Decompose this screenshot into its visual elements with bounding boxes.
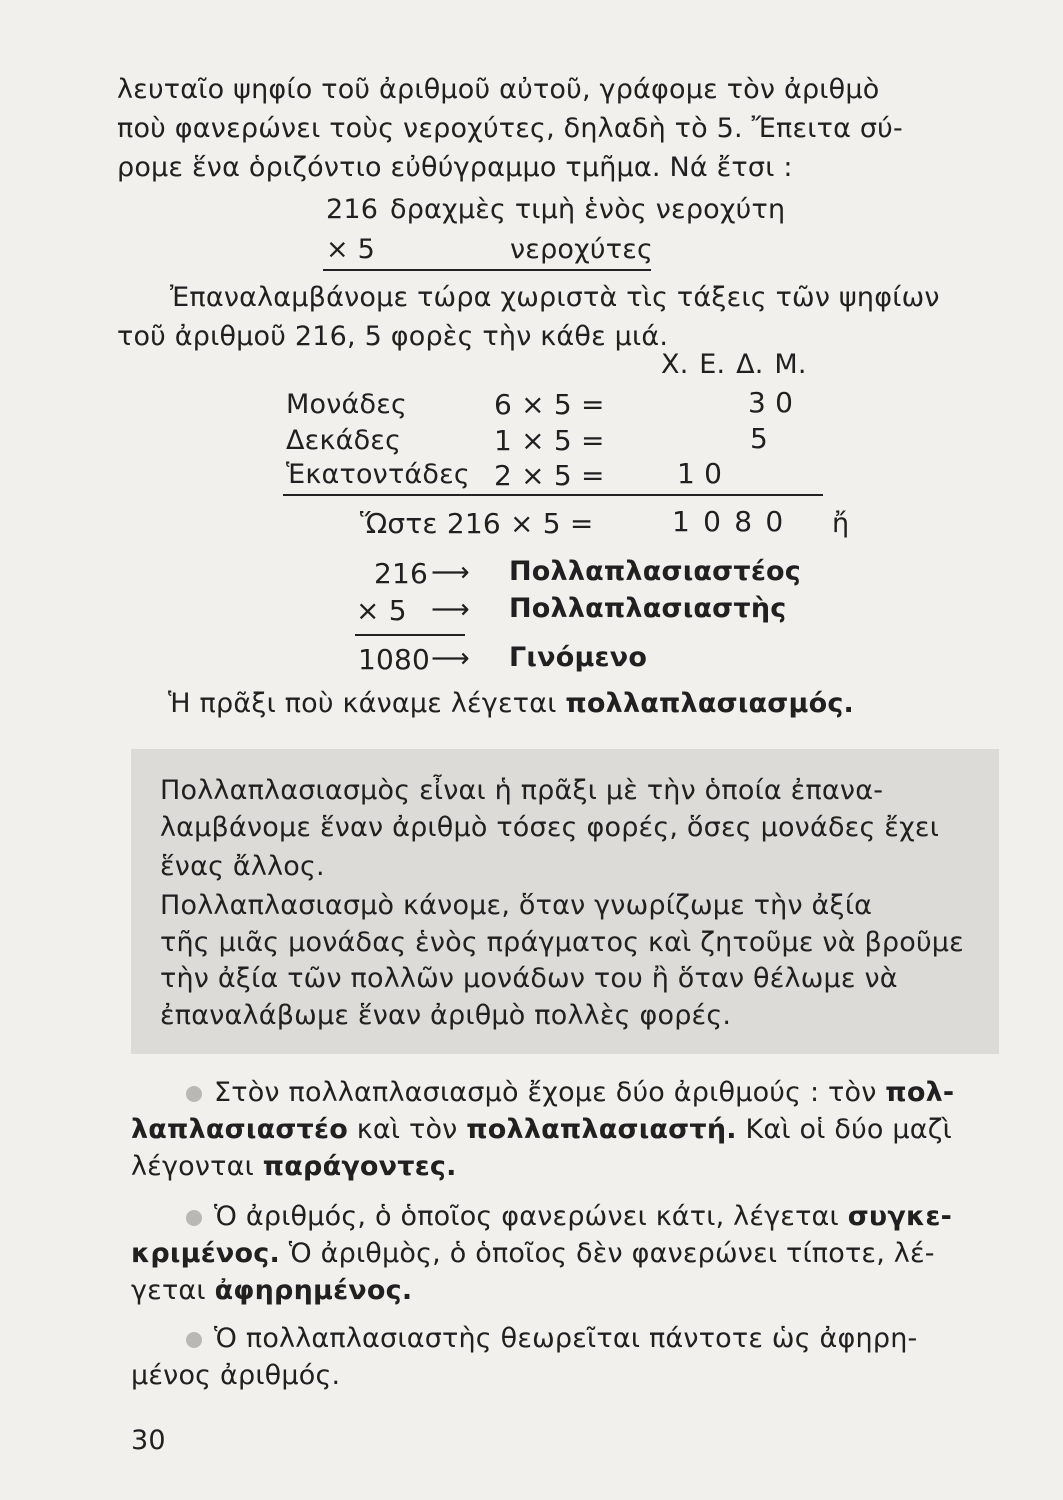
definition-p2-line-1: Πολλαπλασιασμὸ κάνομε, ὅταν γνωρίζωμε τὴν ἀξία bbox=[160, 890, 873, 921]
definition-p2-line-3: τὴν ἀξία τῶν πολλῶν μονάδων του ἢ ὅταν θέλωμε νὰ bbox=[160, 963, 898, 994]
definition-p2-line-4: ἐπαναλάβωμε ἕναν ἀριθμὸ πολλὲς φορές. bbox=[160, 1000, 732, 1031]
definition-p1-line-3: ἕνας ἄλλος. bbox=[160, 851, 325, 882]
note-2-line-3: γεται ἀφηρημένος. bbox=[131, 1275, 413, 1306]
partial-op-units: 6 × 5 = bbox=[494, 388, 605, 421]
partial-label-tens: Δεκάδες bbox=[286, 425, 402, 456]
place-value-header: Χ. Ε. Δ. Μ. bbox=[661, 349, 807, 380]
intro-line-1: λευταῖο ψηφίο τοῦ ἀριθμοῦ αὐτοῦ, γράφομε τὸν ἀριθμὸ bbox=[117, 74, 880, 105]
note-3-line-2: μένος ἀριθμός. bbox=[131, 1360, 341, 1391]
partial-op-hundreds: 2 × 5 = bbox=[494, 459, 605, 492]
definition-p1-line-2: λαμβάνομε ἕναν ἀριθμὸ τόσες φορές, ὅσες μονάδες ἔχει bbox=[160, 812, 940, 843]
total-suffix: ἤ bbox=[832, 508, 850, 539]
repeat-line-2: τοῦ ἀριθμοῦ 216, 5 φορὲς τὴν κάθε μιά. bbox=[117, 321, 669, 352]
setup-multiplier: × 5 bbox=[326, 234, 375, 265]
partial-result-hundreds: 1 0 bbox=[677, 457, 723, 490]
terms-rule bbox=[355, 634, 465, 636]
partials-rule bbox=[283, 494, 823, 496]
note-2-line-1: Ὁ ἀριθμός, ὁ ὁποῖος φανερώνει κάτι, λέγεται συγκε- bbox=[186, 1201, 952, 1232]
partial-label-units: Μονάδες bbox=[286, 389, 408, 420]
repeat-line-1: Ἐπαναλαμβάνομε τώρα χωριστὰ τὶς τάξεις τῶν ψηφίων bbox=[170, 282, 940, 313]
definition-p1-line-1: Πολλαπλασιασμὸς εἶναι ἡ πρᾶξι μὲ τὴν ὁποία ἐπανα- bbox=[160, 775, 884, 806]
page-number: 30 bbox=[131, 1425, 166, 1456]
operation-text: Ἡ πρᾶξι ποὺ κάναμε λέγεται bbox=[168, 688, 557, 719]
partial-result-units: 3 0 bbox=[748, 386, 794, 419]
setup-text-sinks: νεροχύτες bbox=[510, 234, 654, 265]
partial-label-hundreds: Ἑκατοντάδες bbox=[286, 459, 470, 490]
setup-number-216: 216 bbox=[326, 194, 379, 225]
note-1-line-1: Στὸν πολλαπλασιασμὸ ἔχομε δύο ἀριθμούς : τὸν πολ- bbox=[186, 1077, 954, 1108]
note-1-line-2: λαπλασιαστέο καὶ τὸν πολλαπλασιαστή. Καὶ οἱ δύο μαζὶ bbox=[131, 1114, 953, 1145]
term-name-product: Γινόμενο bbox=[509, 642, 648, 673]
bullet-icon bbox=[186, 1210, 202, 1226]
operation-term: πολλαπλασιασμός. bbox=[565, 688, 854, 719]
term-name-multiplicand: Πολλαπλασιαστέος bbox=[509, 556, 801, 587]
setup-rule bbox=[323, 269, 651, 271]
total-label: Ὥστε 216 × 5 = bbox=[360, 507, 594, 540]
bullet-icon bbox=[186, 1332, 202, 1348]
note-2-line-2: κριμένος. Ὁ ἀριθμὸς, ὁ ὁποῖος δὲν φανερώνει τίποτε, λέ- bbox=[131, 1238, 935, 1269]
note-3-line-1: Ὁ πολλαπλασιαστὴς θεωρεῖται πάντοτε ὡς ἀφηρη- bbox=[186, 1323, 917, 1354]
note-1-line-3: λέγονται παράγοντες. bbox=[131, 1151, 457, 1182]
arrow-icon: ⟶ bbox=[431, 557, 470, 588]
bullet-icon bbox=[186, 1086, 202, 1102]
intro-line-2: ποὺ φανερώνει τοὺς νεροχύτες, δηλαδὴ τὸ 5. Ἔπειτα σύ- bbox=[117, 113, 903, 144]
term-name-multiplier: Πολλαπλασιαστὴς bbox=[509, 593, 787, 624]
arrow-icon: ⟶ bbox=[431, 643, 470, 674]
term-number-multiplicand: 216 bbox=[374, 557, 429, 590]
arrow-icon: ⟶ bbox=[431, 594, 470, 625]
term-number-product: 1080 bbox=[358, 643, 431, 676]
operation-sentence bbox=[168, 688, 854, 719]
setup-text-price: δραχμὲς τιμὴ ἑνὸς νεροχύτη bbox=[390, 194, 786, 225]
partial-op-tens: 1 × 5 = bbox=[494, 424, 605, 457]
definition-p2-line-2: τῆς μιᾶς μονάδας ἑνὸς πράγματος καὶ ζητοῦμε νὰ βροῦμε bbox=[160, 927, 964, 958]
total-result: 1 0 8 0 bbox=[672, 505, 784, 538]
intro-line-3: ρομε ἕνα ὁριζόντιο εὐθύγραμμο τμῆμα. Νά ἔτσι : bbox=[117, 152, 793, 183]
partial-result-tens: 5 bbox=[750, 422, 769, 455]
term-number-multiplier: × 5 bbox=[356, 594, 407, 627]
